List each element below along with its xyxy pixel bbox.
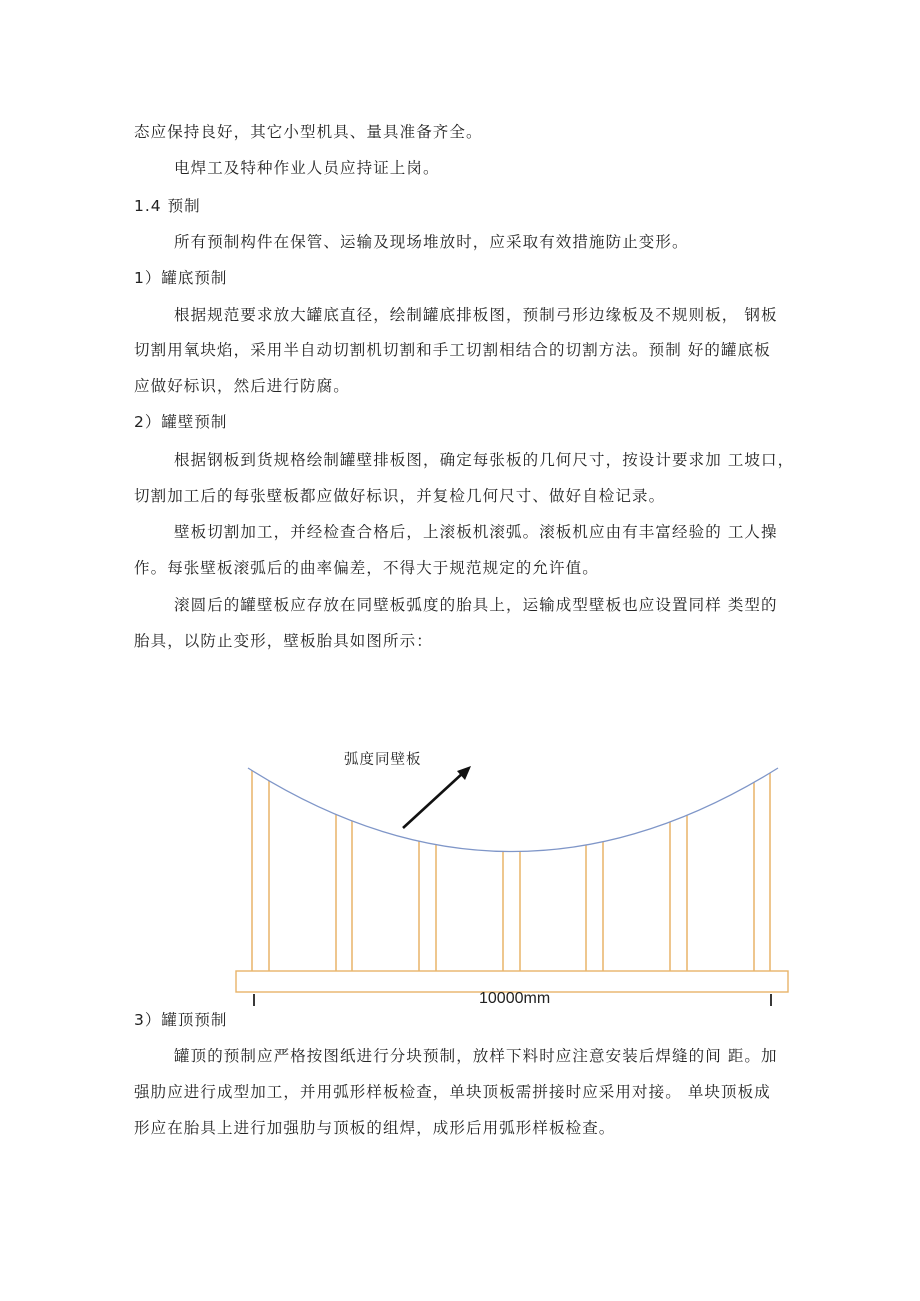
section-heading: 1.4 预制 <box>134 197 201 215</box>
wall-plate-jig-figure <box>228 735 794 1015</box>
paragraph-line: 罐顶的预制应严格按图纸进行分块预制，放样下料时应注意安装后焊缝的间 距。加 <box>174 1047 778 1065</box>
paragraph-line: 作。每张壁板滚弧后的曲率偏差，不得大于规范规定的允许值。 <box>134 559 599 577</box>
subsection-heading: 2）罐壁预制 <box>134 413 228 431</box>
arrow-label: 弧度同壁板 <box>344 752 422 768</box>
paragraph-line: 根据钢板到货规格绘制罐壁排板图，确定每张板的几何尺寸，按设计要求加 工坡口， <box>174 451 795 469</box>
paragraph-line: 态应保持良好，其它小型机具、量具准备齐全。 <box>134 123 483 141</box>
arrow-line <box>403 772 464 828</box>
dimension-label: 10000mm <box>479 990 551 1007</box>
paragraph-line: 切割用氧块焰，采用半自动切割机切割和手工切割相结合的切割方法。预制 好的罐底板 <box>134 341 771 359</box>
jig-posts <box>252 771 770 971</box>
paragraph-line: 滚圆后的罐壁板应存放在同壁板弧度的胎具上，运输成型壁板也应设置同样 类型的 <box>174 596 778 614</box>
paragraph-line: 所有预制构件在保管、运输及现场堆放时，应采取有效措施防止变形。 <box>174 233 689 251</box>
jig-base-beam <box>236 971 788 992</box>
subsection-heading: 3）罐顶预制 <box>134 1011 228 1029</box>
paragraph-line: 切割加工后的每张壁板都应做好标识，并复检几何尺寸、做好自检记录。 <box>134 487 666 505</box>
subsection-heading: 1）罐底预制 <box>134 269 228 287</box>
paragraph-line: 电焊工及特种作业人员应持证上岗。 <box>174 159 440 177</box>
arc-curve <box>248 768 778 852</box>
paragraph-line: 壁板切割加工，并经检查合格后，上滚板机滚弧。滚板机应由有丰富经验的 工人操 <box>174 523 778 541</box>
paragraph-line: 强肋应进行成型加工，并用弧形样板检查，单块顶板需拼接时应采用对接。 单块顶板成 <box>134 1083 771 1101</box>
paragraph-line: 胎具，以防止变形，壁板胎具如图所示： <box>134 632 433 650</box>
jig-diagram <box>228 735 794 1015</box>
paragraph-line: 形应在胎具上进行加强肋与顶板的组焊，成形后用弧形样板检查。 <box>134 1119 616 1137</box>
paragraph-line: 应做好标识，然后进行防腐。 <box>134 377 350 395</box>
paragraph-line: 根据规范要求放大罐底直径，绘制罐底排板图，预制弓形边缘板及不规则板， 钢板 <box>174 306 778 324</box>
